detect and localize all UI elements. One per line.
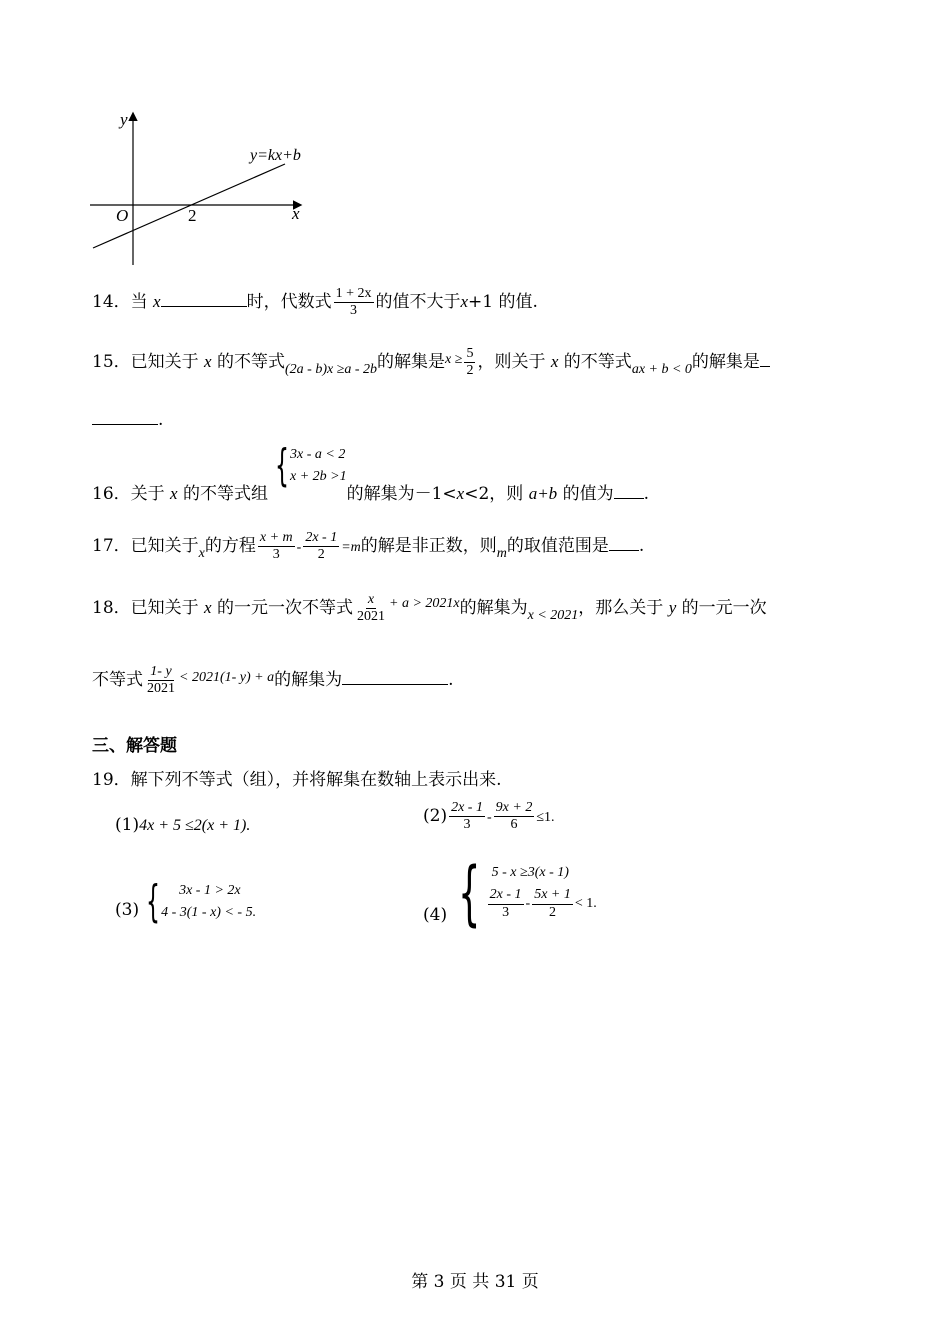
q14-number: 14． xyxy=(92,292,131,313)
q16-number: 16． xyxy=(92,483,131,504)
q18-number: 18． xyxy=(92,598,131,619)
q19-part-4: (4) { 5 - x ≥3(x - 1) $\frac{2x - 1}{3}$ - $\frac{5x + 1}{2}$ < 1. xyxy=(423,852,597,934)
y-axis-label: y xyxy=(120,110,128,129)
q17-blank[interactable] xyxy=(609,549,639,551)
q16-system: { 3x - a < 2 x + 2b >1 xyxy=(275,440,347,491)
question-19: 19．解下列不等式（组），并将解集在数轴上表示出来. xyxy=(92,770,502,790)
question-18-cont: 不等式 $\frac{1- y}{2021}$ $^{< 2021(1- y) + a}$的解集为 . xyxy=(92,664,454,697)
question-15-cont: . xyxy=(92,410,163,430)
q15-solution-fraction: $\frac{5}{2}$ xyxy=(466,346,474,379)
x-axis-label: x xyxy=(292,204,300,223)
q15-inequality-1: (2a - b)x ≥a - 2b xyxy=(285,362,378,378)
q16-blank[interactable] xyxy=(614,497,644,499)
q17-fraction-1: $\frac{x + m}{3}$ xyxy=(259,530,293,563)
linear-function-graph xyxy=(80,100,320,275)
q19-number: 19． xyxy=(92,770,131,790)
question-18: 18．已知关于 x 的一元一次不等式 $\frac{x}{2021}$ $^{+ a > 2021x}$的解集为$_{x < 2021}$，那么关于 y 的一元一次 xyxy=(92,592,767,625)
q14-fraction: $\frac{1 + 2x}{3}$ xyxy=(335,286,372,319)
q15-blank-start[interactable] xyxy=(760,365,770,367)
q19-part-3: (3) { 3x - 1 > 2x 4 - 3(1 - x) < - 5. xyxy=(115,876,257,927)
q19-part-2: (2) $\frac{2x - 1}{3}$ - $\frac{9x + 2}{6}$ ≤1. xyxy=(423,800,555,833)
q18-fraction-2: $\frac{1- y}{2021}$ xyxy=(147,664,175,697)
question-14: 14．当 x 时，代数式 $\frac{1 + 2x}{3}$ 的值不大于x+1 的值. xyxy=(92,286,538,319)
q15-inequality-2: ax + b < 0 xyxy=(631,362,692,378)
section-3-title: 三、解答题 xyxy=(92,736,177,756)
page-footer: 第 3 页 共 31 页 xyxy=(411,1272,539,1292)
question-17: 17．已知关于$_x$的方程 $\frac{x + m}{3}$ - $\frac{2x - 1}{2}$ =m的解是非正数，则$_m$的取值范围是 . xyxy=(92,530,645,563)
question-15: 15．已知关于 x 的不等式$_{(2a - b)x \ge a - 2b}$的解集是$^{x \ge}$ $\frac{5}{2}$ ，则关于 x 的不等式$_{ax + b < 0}$的解集是 xyxy=(92,346,770,379)
q14-blank[interactable] xyxy=(161,305,247,307)
q17-number: 17． xyxy=(92,536,131,557)
line-equation-label: y=kx+b xyxy=(250,147,301,164)
q18-blank[interactable] xyxy=(342,683,448,685)
q15-blank[interactable] xyxy=(92,423,158,425)
question-16: 16．关于 x 的不等式组 { 3x - a < 2 x + 2b >1 的解集为－1<x<2，则 a+b 的值为 . xyxy=(92,440,649,504)
x-intercept-label: 2 xyxy=(188,206,197,225)
origin-label: O xyxy=(116,206,129,225)
q18-fraction-1: $\frac{x}{2021}$ xyxy=(357,592,385,625)
q15-number: 15． xyxy=(92,352,131,373)
q19-part-1: (1)4x + 5 ≤2(x + 1). xyxy=(115,815,251,835)
q17-fraction-2: $\frac{2x - 1}{2}$ xyxy=(305,530,338,563)
